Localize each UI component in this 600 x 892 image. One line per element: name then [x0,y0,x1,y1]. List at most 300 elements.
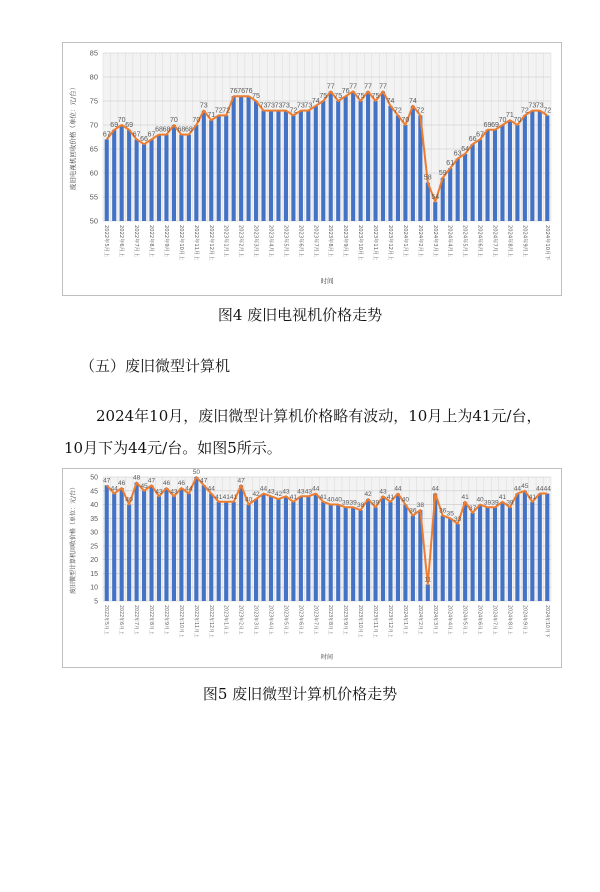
data-label: 73 [282,102,290,110]
bar [247,505,251,601]
data-label: 41 [215,493,223,501]
data-label: 75 [356,93,365,100]
bar [276,111,280,221]
x-tick-label: 2024年10月下 [543,225,550,261]
data-label: 43 [155,488,163,496]
x-tick-label: 2023年7月上 [312,605,318,635]
x-tick-label: 2023年5月上 [282,225,289,258]
bar [359,101,363,221]
bar [291,502,295,601]
data-label: 40 [401,496,410,504]
data-label: 43 [170,488,178,496]
data-label: 64 [461,145,470,153]
data-label: 44 [110,485,118,493]
bar [105,139,109,221]
data-label: 33 [454,515,462,523]
bar [508,507,512,601]
bar [441,516,445,601]
data-label: 42 [364,491,372,499]
y-tick-label: 35 [90,515,98,523]
data-label: 40 [476,496,484,504]
bar [530,502,534,601]
bar [314,106,318,221]
bar [403,505,407,601]
bar [329,505,333,601]
bar [284,496,288,601]
microcomputer-price-chart-svg [63,469,561,667]
x-tick-label: 2024年10月下 [543,605,549,638]
data-label: 70 [498,117,507,124]
y-tick-label: 80 [89,72,98,82]
bar [373,101,377,221]
data-label: 74 [311,97,320,105]
x-tick-label: 2024年2月上 [416,605,422,635]
x-tick-label: 2022年7月上 [133,605,139,635]
x-tick-label: 2024年7月上 [491,605,497,635]
x-tick-label: 2023年5月上 [282,605,288,635]
bar [202,111,206,221]
data-label: 73 [199,102,208,110]
bar [314,494,318,601]
data-label: 59 [438,169,447,177]
bar [396,115,400,221]
data-label: 39 [349,499,357,507]
data-label: 50 [192,469,200,476]
data-label: 68 [155,126,163,134]
bar [142,491,146,601]
bar [336,505,340,601]
bar [135,139,139,221]
data-label: 72 [543,107,552,115]
bar [299,496,303,601]
x-tick-label: 2024年1月上 [401,225,408,258]
data-label: 46 [177,480,186,488]
x-tick-label: 2023年6月上 [297,225,304,258]
bar [448,168,452,221]
bar [515,125,519,221]
data-label: 37 [468,504,477,512]
bar [127,130,131,221]
x-tick-label: 2024年5月上 [461,225,468,258]
bar [157,135,161,221]
data-label: 77 [364,83,372,91]
data-label: 47 [103,477,111,485]
data-label: 75 [371,93,380,100]
x-tick-label: 2024年4月上 [446,225,453,258]
x-tick-label: 2024年3月上 [431,605,437,635]
data-label: 63 [453,150,462,158]
bar [321,101,325,221]
bar [411,516,415,601]
data-label: 72 [222,107,231,115]
y-tick-label: 85 [89,48,98,58]
data-label: 77 [349,83,358,91]
data-label: 39 [371,499,380,507]
bar [194,477,198,601]
x-tick-label: 2022年8月上 [148,225,155,258]
y-tick-label: 15 [90,570,98,578]
data-label: 73 [274,102,283,110]
y-tick-label: 50 [90,474,98,482]
bar [187,135,191,221]
bar [276,499,280,601]
bar [306,111,310,221]
bar [515,494,519,601]
bar [478,139,482,221]
data-label: 70 [192,117,201,124]
data-label: 73 [296,102,305,110]
data-label: 41 [289,493,298,501]
data-label: 76 [229,88,238,96]
y-tick-label: 55 [89,192,98,202]
data-label: 46 [162,480,171,488]
bar [306,496,310,601]
data-label: 44 [543,485,551,493]
data-label: 58 [423,174,432,182]
data-label: 46 [118,480,126,488]
data-label: 66 [468,136,477,144]
bar [463,154,467,221]
bar [500,502,504,601]
data-label: 42 [274,491,283,499]
y-tick-label: 50 [89,216,98,226]
data-label: 41 [461,493,469,501]
x-tick-label: 2024年2月上 [416,225,423,258]
data-label: 47 [200,477,208,485]
data-label: 73 [267,102,275,110]
bar [478,505,482,601]
bar [269,111,273,221]
data-label: 41 [528,493,536,501]
bar [523,115,527,221]
data-label: 36 [439,507,447,515]
x-tick-label: 2023年3月上 [252,225,259,258]
x-axis-title: 时间 [320,277,334,285]
data-label: 41 [386,493,395,501]
x-tick-label: 2022年5月上 [103,605,109,635]
bar [359,510,363,601]
y-axis-title: 废旧微型计算机回收价格（单位：元/台） [70,483,77,595]
bar [172,496,176,601]
bar [373,507,377,601]
data-label: 72 [520,107,529,115]
data-label: 43 [379,488,387,496]
x-tick-label: 2023年10月上 [357,605,363,638]
bar [545,115,549,221]
x-tick-label: 2022年9月上 [162,225,169,258]
bar [329,91,333,221]
data-label: 44 [394,485,402,493]
x-tick-label: 2022年6月上 [118,605,124,635]
y-tick-label: 25 [90,543,98,551]
bar [545,494,549,601]
data-label: 67 [102,131,111,139]
x-tick-label: 2023年12月上 [386,605,392,638]
y-tick-label: 20 [90,557,98,565]
data-label: 70 [117,117,126,124]
data-label: 72 [214,107,223,115]
data-label: 54 [431,193,440,201]
bar [239,485,243,601]
data-label: 75 [252,93,260,100]
data-label: 42 [252,491,260,499]
data-label: 44 [259,485,268,493]
bar [149,139,153,221]
bar [112,494,116,601]
bar [112,130,116,221]
data-label: 67 [147,131,156,139]
bar [456,159,460,221]
data-label: 69 [483,121,492,129]
data-label: 41 [230,493,238,501]
bar [179,135,183,221]
y-tick-label: 10 [90,584,98,592]
data-label: 69 [125,121,134,129]
x-tick-label: 2024年7月上 [491,225,498,258]
body-paragraph: 2024年10月，废旧微型计算机价格略有波动，10月上为41元/台，10月下为44元/台。如图5所示。 [64,407,542,457]
bar [194,125,198,221]
bar [261,494,265,601]
y-tick-label: 5 [94,598,98,606]
bar [366,499,370,601]
data-label: 36 [409,507,417,515]
x-tick-label: 2023年9月上 [342,225,349,258]
data-label: 72 [394,107,402,115]
bar [254,499,258,601]
bar [261,111,265,221]
data-label: 39 [342,499,350,507]
bar [336,101,340,221]
bar [321,502,325,601]
data-label: 67 [132,131,141,139]
data-label: 40 [327,496,335,504]
bar [217,115,221,221]
x-tick-label: 2023年8月上 [327,605,333,635]
data-label: 40 [244,496,253,504]
data-label: 74 [386,97,395,105]
x-axis-title: 时间 [320,654,334,661]
data-label: 44 [513,485,522,493]
y-axis-title: 废旧电视机回收价格（单位：元/台） [69,83,77,191]
bar [388,502,392,601]
section-heading: （五）废旧微型计算机 [80,357,231,375]
data-label: 43 [267,488,275,496]
bar [179,488,183,601]
x-tick-label: 2024年9月上 [521,605,527,635]
bar [381,496,385,601]
x-tick-label: 2023年9月上 [342,605,348,635]
data-label: 48 [132,474,141,482]
x-tick-label: 2024年1月上 [401,605,407,635]
y-tick-label: 45 [90,488,98,496]
bar [105,485,109,601]
x-tick-label: 2023年7月上 [312,225,319,258]
data-label: 35 [446,510,454,518]
bar [351,91,355,221]
data-label: 75 [319,93,328,100]
data-label: 43 [282,488,290,496]
bar [523,491,527,601]
bar [254,101,258,221]
data-label: 61 [446,160,455,168]
bar [120,488,124,601]
x-tick-label: 2023年6月上 [297,605,303,635]
data-label: 77 [326,83,335,91]
data-label: 67 [476,131,484,139]
x-tick-label: 2023年8月上 [327,225,334,258]
data-label: 71 [506,112,514,120]
bar [299,111,303,221]
bar [224,502,228,601]
data-label: 44 [207,485,215,493]
bar [508,120,512,221]
bar [471,144,475,221]
data-label: 66 [140,136,148,144]
x-tick-label: 2022年9月上 [162,605,168,635]
data-label: 41 [498,493,507,501]
tv-price-chart-svg [63,43,561,295]
bar [224,115,228,221]
bar [433,202,437,221]
x-tick-label: 2023年4月上 [267,225,274,258]
microcomputer-price-chart [62,468,562,668]
bar [344,96,348,221]
bar [456,524,460,601]
bar [239,96,243,221]
data-label: 73 [259,102,268,110]
bar [411,106,415,221]
bar [142,144,146,221]
x-tick-label: 2024年8月上 [506,605,512,635]
x-tick-label: 2022年5月上 [103,225,110,258]
bar [172,125,176,221]
bar [493,130,497,221]
x-tick-label: 2022年12月上 [207,605,213,638]
x-tick-label: 2024年9月上 [521,225,528,258]
x-tick-label: 2024年6月上 [476,605,482,635]
x-tick-label: 2023年10月上 [357,225,364,261]
data-label: 43 [304,488,312,496]
bar [209,120,213,221]
x-tick-label: 2024年3月上 [431,225,438,258]
x-tick-label: 2022年11月上 [192,225,199,261]
data-label: 71 [207,112,216,120]
data-label: 44 [312,485,320,493]
bar [403,125,407,221]
data-label: 68 [162,126,171,134]
x-tick-label: 2023年4月上 [267,605,273,635]
x-tick-label: 2023年1月上 [222,605,228,635]
bar [381,91,385,221]
x-tick-label: 2022年12月上 [207,225,214,261]
x-tick-label: 2024年4月上 [446,605,452,635]
bar [149,485,153,601]
figure-5-caption: 图5 废旧微型计算机价格走势 [202,685,398,703]
tv-price-chart [62,42,562,296]
bar [463,502,467,601]
data-label: 68 [184,126,193,134]
bar [500,125,504,221]
data-label: 44 [536,485,544,493]
data-label: 72 [416,107,425,115]
bar [538,494,542,601]
x-tick-label: 2023年2月上 [237,225,244,258]
bar [530,111,534,221]
data-label: 77 [379,83,387,91]
data-label: 41 [222,493,230,501]
bar [157,496,161,601]
data-label: 47 [147,477,156,485]
data-label: 43 [297,488,305,496]
bar [471,513,475,601]
data-label: 11 [424,576,432,584]
x-tick-label: 2022年10月上 [177,225,184,261]
bar [232,502,236,601]
bar [538,111,542,221]
data-label: 40 [334,496,342,504]
bar [209,494,213,601]
bar [269,496,273,601]
data-label: 76 [237,88,246,96]
data-label: 76 [341,88,350,96]
x-tick-label: 2022年10月上 [177,605,183,638]
bar [164,135,168,221]
bar [344,507,348,601]
bar [291,115,295,221]
data-label: 41 [319,493,327,501]
data-label: 40 [125,496,133,504]
bar [247,96,251,221]
x-tick-label: 2023年12月上 [386,225,393,261]
data-label: 45 [140,482,148,490]
data-label: 70 [401,117,410,124]
y-tick-label: 60 [89,168,98,178]
x-tick-label: 2023年11月上 [372,225,379,261]
y-tick-label: 75 [89,96,98,106]
bar [388,106,392,221]
bar [120,125,124,221]
bar [135,483,139,601]
data-label: 45 [521,482,529,490]
bar [232,96,236,221]
bar [284,111,288,221]
bar [448,518,452,601]
data-label: 38 [416,502,424,510]
x-tick-label: 2022年6月上 [118,225,125,258]
data-label: 73 [535,102,544,110]
x-tick-label: 2023年3月上 [252,605,258,635]
y-tick-label: 65 [89,144,98,154]
bar [485,130,489,221]
data-label: 39 [491,499,499,507]
y-tick-label: 30 [90,529,98,537]
bar [493,507,497,601]
x-tick-label: 2024年5月上 [461,605,467,635]
x-tick-label: 2022年7月上 [133,225,140,258]
y-tick-label: 40 [90,502,98,510]
x-tick-label: 2024年8月上 [506,225,513,258]
bar [426,584,430,601]
x-tick-label: 2023年11月上 [372,605,378,638]
x-tick-label: 2023年1月上 [222,225,229,258]
x-tick-label: 2023年2月上 [237,605,243,635]
bar [164,488,168,601]
data-label: 70 [170,117,178,124]
bar [127,505,131,601]
bar [202,485,206,601]
data-label: 76 [244,88,253,96]
bar [366,91,370,221]
